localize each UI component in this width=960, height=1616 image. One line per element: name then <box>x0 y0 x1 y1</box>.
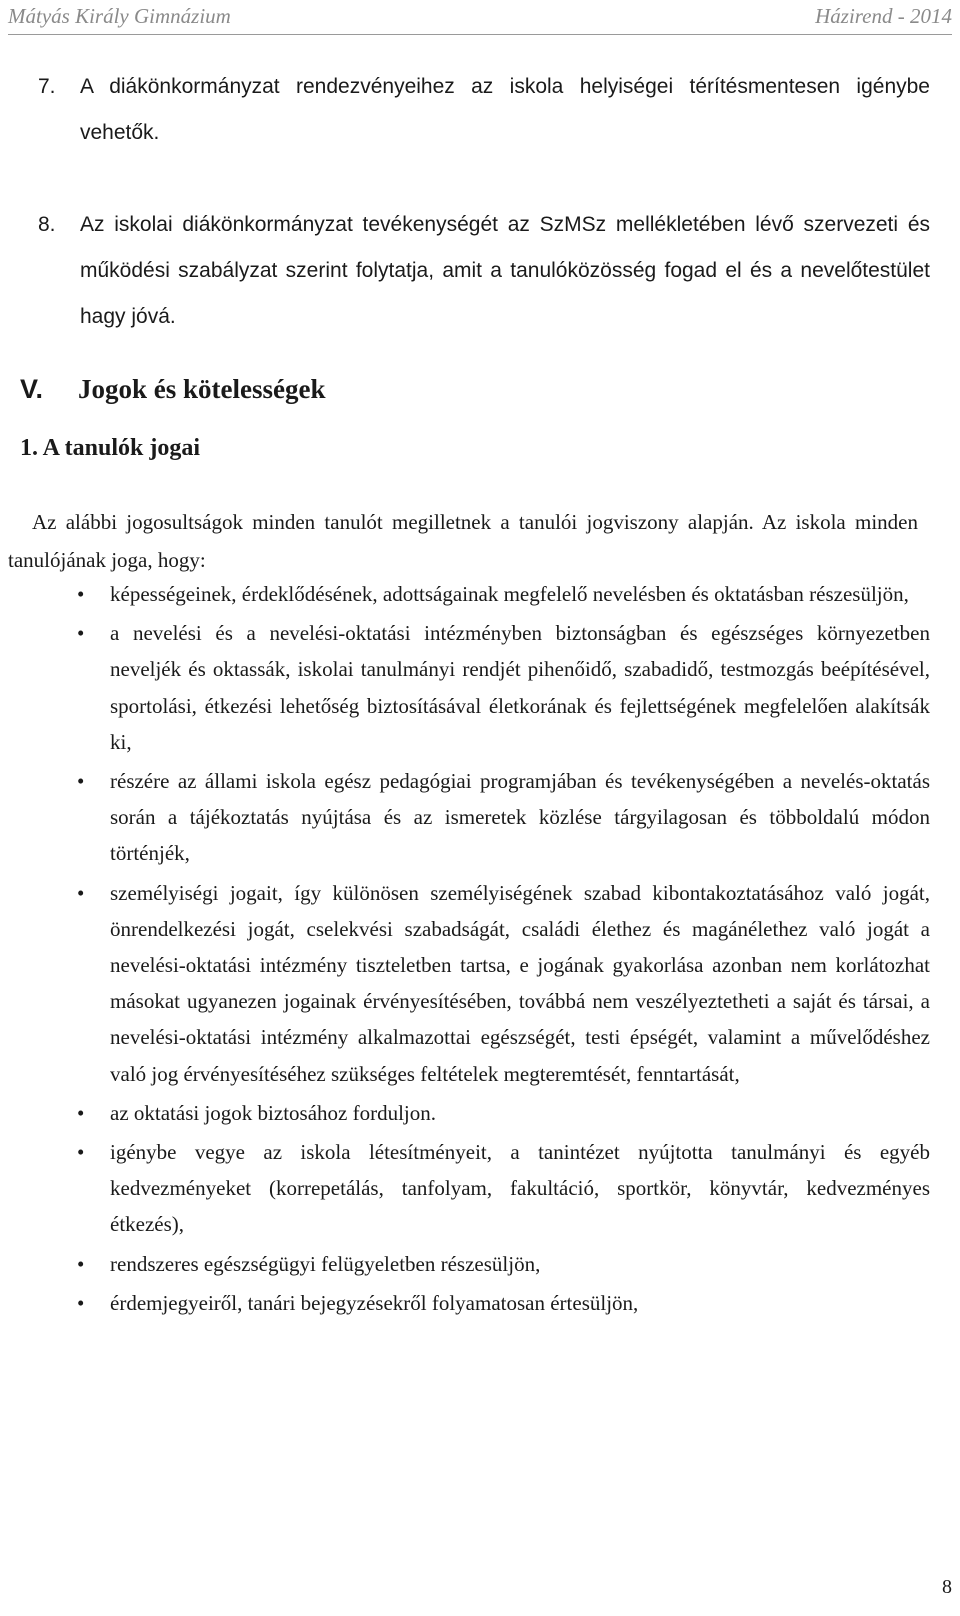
list-item-text: igénybe vegye az iskola létesítményeit, a tanintézet nyújtotta tanulmányi és egyéb kedvezményeket (korrepetálás, tanfolyam, fakultáció, sportkör, könyvtár, kedvezményes étkezés), <box>110 1140 930 1237</box>
bullet-icon: • <box>77 1140 85 1165</box>
item-number: 8. <box>38 213 56 236</box>
list-item-text: az oktatási jogok biztosához forduljon. <box>110 1100 437 1125</box>
list-item <box>0 875 930 1092</box>
item-number: 7. <box>38 75 56 98</box>
bullet-icon: • <box>77 582 85 606</box>
item-text: Az iskolai diákönkormányzat tevékenységét az SzMSz mellékletében lévő szervezeti és működési szabályzat szerint folytatja, amit a tanulóközösség fogad el és a nevelőtestület hagy jóvá. <box>80 213 930 328</box>
list-item-text: rendszeres egészségügyi felügyeletben részesüljön, <box>110 1251 541 1276</box>
list-item <box>0 1285 930 1321</box>
bullet-icon: • <box>77 1251 85 1276</box>
bullet-icon: • <box>77 880 85 905</box>
list-item <box>0 615 930 760</box>
list-item <box>0 576 930 612</box>
rights-list <box>0 576 930 1324</box>
list-item <box>0 763 930 872</box>
page-number: 8 <box>942 1576 952 1598</box>
list-item <box>0 1246 930 1282</box>
list-item <box>0 1095 930 1131</box>
bullet-icon: • <box>77 1290 85 1315</box>
bullet-icon: • <box>77 1100 85 1125</box>
chapter-number: V. <box>20 374 44 404</box>
list-item-text: a nevelési és a nevelési-oktatási intézményben biztonságban és egészséges környezetben neveljék és oktassák, iskolai tanulmányi rendjét pihenőidő, szabadidő, testmozgás beépítésével, sportolási, étkezési lehetőség biztosításával életkorának és fejlettségének megfelelően alakítsák ki, <box>110 621 930 754</box>
list-item-text: érdemjegyeiről, tanári bejegyzésekről folyamatosan értesüljön, <box>110 1290 639 1315</box>
list-item <box>0 1134 930 1243</box>
intro-paragraph: Az alábbi jogosultságok minden tanulót megilletnek a tanulói jogviszony alapján. Az iskola minden tanulójának joga, hogy: <box>8 510 918 572</box>
chapter-title: Jogok és kötelességek <box>78 374 326 404</box>
subsection-heading: 1. A tanulók jogai <box>20 435 201 461</box>
list-item-text: képességeinek, érdeklődésének, adottságainak megfelelő nevelésben és oktatásban részesüljön, <box>110 582 909 606</box>
bullet-icon: • <box>77 621 85 646</box>
page-header <box>8 0 952 35</box>
list-item-text: részére az állami iskola egész pedagógiai programjában és tevékenységében a nevelés-oktatás során a tájékoztatás nyújtása és az ismeretek közlése tárgyilagosan és többoldalú módon történjék, <box>110 769 930 866</box>
header-document-title: Házirend - 2014 <box>815 4 952 28</box>
header-school-name: Mátyás Király Gimnázium <box>8 4 231 28</box>
item-text: A diákönkormányzat rendezvényeihez az iskola helyiségei térítésmentesen igénybe vehetők. <box>80 75 930 144</box>
bullet-icon: • <box>77 769 85 794</box>
list-item-text: személyiségi jogait, így különösen személyiségének szabad kibontakoztatásához való jogát, önrendelkezési jogát, cselekvési szabadságát, családi élethez és magánélethez való jogát a nevelési-oktatási intézmény tiszteletben tartsa, e jogának gyakorlása azonban nem korlátozhat másokat ugyanezen jogainak érvényesítésében, továbbá nem veszélyeztetheti a saját és társai, a nevelési-oktatási intézmény alkalmazottai egészségét, testi épségét, valamint a művelődéshez való jog érvényesítéséhez szükséges feltételek megteremtését, fenntartását, <box>110 880 930 1086</box>
